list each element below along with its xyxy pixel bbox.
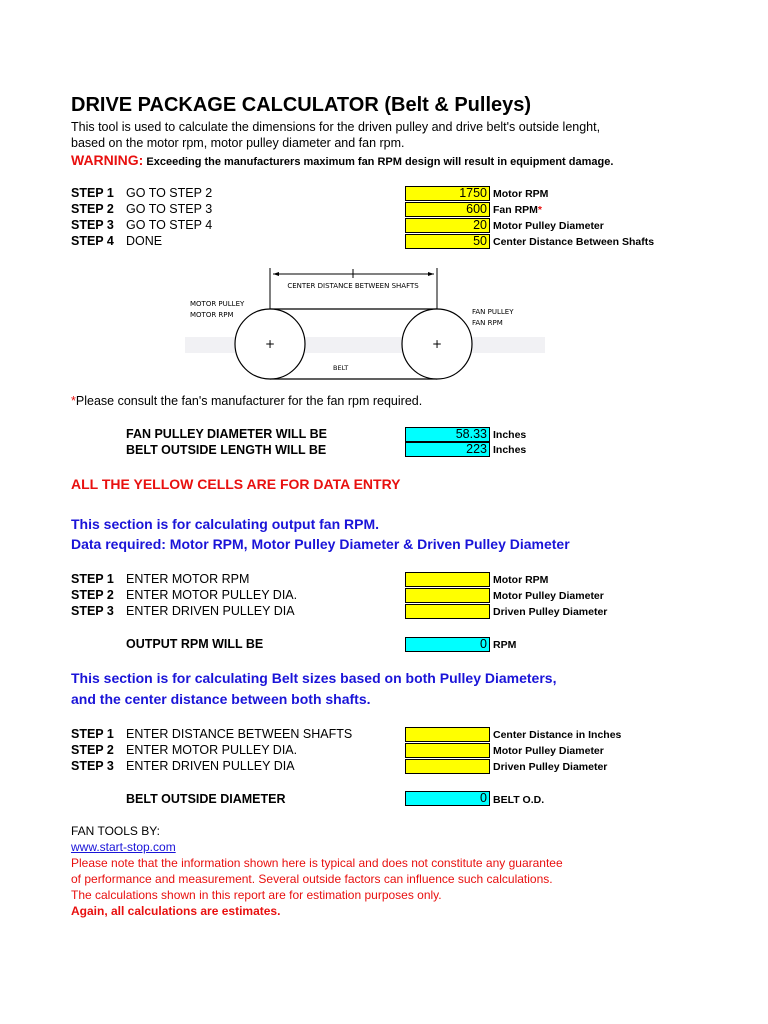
start-stop-link[interactable]: www.start-stop.com	[71, 840, 176, 854]
fan-shaft-icon: +	[431, 337, 443, 351]
s3-driven-pulley-label: Driven Pulley Diameter	[493, 761, 608, 773]
belt-length-unit: Inches	[493, 444, 527, 456]
step-label: STEP 3	[71, 759, 114, 773]
s2-driven-pulley-input[interactable]	[405, 604, 490, 619]
fan-tools-by: FAN TOOLS BY:	[71, 824, 160, 838]
s2-step-3	[71, 604, 295, 618]
warning-text: Exceeding the manufacturers maximum fan RPM design will result in equipment damage.	[146, 156, 614, 168]
s3-step-3	[71, 759, 295, 773]
fan-rpm-label: Fan RPM*	[493, 204, 543, 216]
output-rpm-label: OUTPUT RPM WILL BE	[126, 637, 264, 651]
fan-pulley-diameter-output: 58.33	[405, 427, 490, 442]
s3-step-1	[71, 727, 352, 741]
s3-motor-pulley-label: Motor Pulley Diameter	[493, 745, 604, 757]
s2-motor-pulley-label: Motor Pulley Diameter	[493, 590, 604, 602]
motor-pulley-text: MOTOR PULLEY	[190, 300, 245, 308]
disclaimer-line-1: Please note that the information shown here is typical and does not constitute any guarantee	[71, 856, 563, 870]
s2-motor-rpm-label: Motor RPM	[493, 574, 549, 586]
s2-motor-pulley-input[interactable]	[405, 588, 490, 603]
step-text: GO TO STEP 4	[126, 218, 213, 232]
s2-step-2	[71, 588, 297, 602]
top-step-4	[71, 234, 162, 248]
step-label: STEP 1	[71, 186, 114, 200]
warning-label: WARNING:	[71, 152, 144, 168]
belt-length-output: 223	[405, 442, 490, 457]
s3-center-distance-label: Center Distance in Inches	[493, 729, 622, 741]
fan-rpm-input[interactable]: 600	[405, 202, 490, 217]
s3-driven-pulley-input[interactable]	[405, 759, 490, 774]
step-text: ENTER MOTOR PULLEY DIA.	[126, 588, 298, 602]
step-text: DONE	[126, 234, 163, 248]
asterisk-mark: *	[537, 204, 543, 216]
output-rpm-unit: RPM	[493, 639, 517, 651]
section2-heading-2: Data required: Motor RPM, Motor Pulley Diameter & Driven Pulley Diameter	[71, 536, 570, 552]
step-text: GO TO STEP 2	[126, 186, 213, 200]
step-label: STEP 2	[71, 588, 114, 602]
belt-od-label: BELT OUTSIDE DIAMETER	[126, 792, 286, 806]
center-distance-text: CENTER DISTANCE BETWEEN SHAFTS	[287, 282, 419, 290]
fan-pulley-diameter-result-label: FAN PULLEY DIAMETER WILL BE	[126, 427, 327, 441]
intro-line-1: This tool is used to calculate the dimensions for the driven pulley and drive belt's outside lenght,	[71, 120, 601, 134]
fan-rpm-text: FAN RPM	[472, 319, 503, 327]
center-distance-input[interactable]: 50	[405, 234, 490, 249]
motor-shaft-icon: +	[264, 337, 276, 351]
motor-pulley-diameter-input[interactable]: 20	[405, 218, 490, 233]
section2-heading-1: This section is for calculating output fan RPM.	[71, 516, 380, 532]
step-text: ENTER DRIVEN PULLEY DIA	[126, 759, 295, 773]
top-step-3	[71, 218, 212, 232]
s2-driven-pulley-label: Driven Pulley Diameter	[493, 606, 608, 618]
intro-line-2: based on the motor rpm, motor pulley diameter and fan rpm.	[71, 136, 405, 150]
step-label: STEP 3	[71, 604, 114, 618]
section3-heading-2: and the center distance between both shafts.	[71, 691, 371, 707]
top-step-2	[71, 202, 212, 216]
step-label: STEP 3	[71, 218, 114, 232]
step-label: STEP 2	[71, 743, 114, 757]
final-note: Again, all calculations are estimates.	[71, 904, 281, 918]
fan-pulley-diameter-unit: Inches	[493, 429, 527, 441]
consult-note: *Please consult the fan's manufacturer for the fan rpm required.	[71, 394, 423, 408]
arrow-left-icon	[273, 272, 279, 276]
step-text: GO TO STEP 3	[126, 202, 213, 216]
step-text: ENTER DRIVEN PULLEY DIA	[126, 604, 295, 618]
fan-pulley-text: FAN PULLEY	[472, 308, 514, 316]
pulley-diagram	[185, 262, 545, 382]
warning-line	[71, 152, 613, 168]
step-label: STEP 1	[71, 572, 114, 586]
belt-od-unit: BELT O.D.	[493, 794, 545, 806]
s2-step-1	[71, 572, 249, 586]
belt-length-result-label: BELT OUTSIDE LENGTH WILL BE	[126, 443, 327, 457]
step-label: STEP 4	[71, 234, 114, 248]
center-distance-label: Center Distance Between Shafts	[493, 236, 655, 248]
yellow-cells-note: ALL THE YELLOW CELLS ARE FOR DATA ENTRY	[71, 476, 401, 492]
s3-center-distance-input[interactable]	[405, 727, 490, 742]
section3-heading-1: This section is for calculating Belt sizes based on both Pulley Diameters,	[71, 670, 557, 686]
belt-od-value: 0	[405, 791, 490, 806]
step-text: ENTER MOTOR RPM	[126, 572, 250, 586]
motor-rpm-text: MOTOR RPM	[190, 311, 234, 319]
s2-motor-rpm-input[interactable]	[405, 572, 490, 587]
motor-pulley-diameter-label: Motor Pulley Diameter	[493, 220, 604, 232]
step-label: STEP 1	[71, 727, 114, 741]
top-step-1	[71, 186, 212, 200]
output-rpm-value: 0	[405, 637, 490, 652]
asterisk-mark: *	[71, 394, 76, 408]
step-text: ENTER DISTANCE BETWEEN SHAFTS	[126, 727, 353, 741]
disclaimer-line-3: The calculations shown in this report are for estimation purposes only.	[71, 888, 442, 902]
s3-step-2	[71, 743, 297, 757]
disclaimer-line-2: of performance and measurement. Several outside factors can influence such calculations.	[71, 872, 553, 886]
s3-motor-pulley-input[interactable]	[405, 743, 490, 758]
step-text: ENTER MOTOR PULLEY DIA.	[126, 743, 298, 757]
step-label: STEP 2	[71, 202, 114, 216]
page-title: DRIVE PACKAGE CALCULATOR (Belt & Pulleys)	[71, 94, 532, 116]
motor-rpm-label: Motor RPM	[493, 188, 549, 200]
motor-rpm-input[interactable]: 1750	[405, 186, 490, 201]
belt-text: BELT	[333, 364, 349, 372]
arrow-right-icon	[428, 272, 434, 276]
